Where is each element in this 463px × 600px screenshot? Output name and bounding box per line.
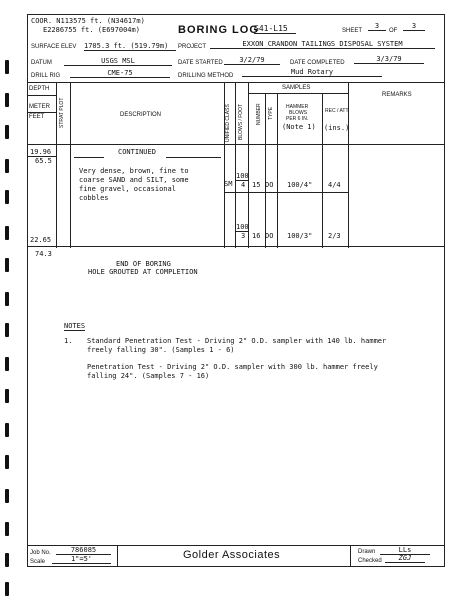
meter-feet-rule <box>27 112 56 113</box>
drill-rig-label: DRILL RIG <box>31 73 61 79</box>
col-divider-type <box>277 93 278 248</box>
binder-hole-13 <box>5 455 9 469</box>
binder-hole-6 <box>5 226 9 240</box>
sample-15-bottom-rule <box>224 192 348 193</box>
hammer-header-2: BLOWS <box>289 110 308 116</box>
depth-header-rule <box>27 95 56 96</box>
number-header: NUMBER <box>256 103 262 125</box>
binder-hole-9 <box>5 323 9 337</box>
uscs-symbol: SM <box>224 180 233 188</box>
binder-hole-12 <box>5 423 9 437</box>
sample-16-hammer: 100/3" <box>287 232 313 240</box>
rec-ins-header: (ins.) <box>324 124 350 132</box>
sample-16-blows-sub: 3 <box>241 232 246 240</box>
note-2-line-1: Penetration Test - Driving 2" O.D. sampler with 300 lb. hammer freely <box>87 363 378 371</box>
sheet-number: 3 <box>368 22 386 31</box>
drilling-method-label: DRILLING METHOD <box>178 73 234 79</box>
date-started-label: DATE STARTED <box>178 60 223 66</box>
unified-class-header: UNIFIED CLASS <box>225 104 231 142</box>
sample-16-recovery: 2/3 <box>328 232 341 240</box>
description-line-2: coarse SAND and SILT, some <box>79 176 189 184</box>
binder-hole-16 <box>5 553 9 567</box>
notes-heading: NOTES <box>64 322 86 330</box>
depth-meter-bottom: 22.65 <box>30 236 52 244</box>
continued-dash-right <box>166 157 221 158</box>
drilling-method: Mud Rotary <box>242 68 382 77</box>
samples-header-rule <box>248 93 348 94</box>
depth-feet-bottom: 74.3 <box>35 250 52 258</box>
boring-id: G41-L15 <box>254 24 296 34</box>
date-completed-label: DATE COMPLETED <box>290 60 345 66</box>
hammer-header-1: HAMMER <box>286 104 309 110</box>
binder-hole-5 <box>5 190 9 204</box>
drawn-label: Drawn <box>358 549 376 555</box>
sample-15-type: DO <box>265 181 274 189</box>
binder-hole-2 <box>5 93 9 107</box>
col-divider-number <box>265 93 266 248</box>
coord-north: COOR. N113575 ft. (N34617m) <box>31 17 145 25</box>
description-header: DESCRIPTION <box>120 112 162 118</box>
strat-plot-header: STRAT PLOT <box>59 97 65 128</box>
end-of-boring-rule <box>27 246 445 247</box>
column-header-rule <box>27 144 445 145</box>
col-divider-strat <box>70 82 71 248</box>
end-of-boring: END OF BORING <box>116 260 171 268</box>
datum-label: DATUM <box>31 60 52 66</box>
drill-rig: CME-75 <box>70 69 170 78</box>
binder-hole-7 <box>5 258 9 272</box>
hammer-header-3: PER 6 IN. <box>286 116 309 122</box>
sample-15-blows: 100 <box>236 172 249 180</box>
sample-15-blows-sub: 4 <box>241 181 246 189</box>
hammer-note: (Note 1) <box>282 123 316 131</box>
note-1-line-2: freely falling 30". (Samples 1 - 6) <box>87 346 235 354</box>
depth-feet-top: 65.5 <box>35 157 52 165</box>
date-started: 3/2/79 <box>224 56 280 65</box>
scale: 1"=5' <box>52 555 111 564</box>
sample-15-recovery: 4/4 <box>328 181 341 189</box>
job-number: 786085 <box>56 546 111 555</box>
depth-meter-top: 19.96 <box>30 148 52 156</box>
note-2-line-2: falling 24". (Samples 7 - 16) <box>87 372 210 380</box>
scale-label: Scale <box>30 559 46 565</box>
samples-header: SAMPLES <box>282 85 311 91</box>
sample-16-number: 16 <box>252 232 261 240</box>
coord-east: E2286755 ft. (E697004m) <box>43 26 140 34</box>
binder-hole-17 <box>5 582 9 596</box>
continued-dash-left <box>74 157 104 158</box>
note-1-number: 1. <box>64 337 73 345</box>
blows-foot-header: BLOWS / FOOT <box>238 103 244 140</box>
meter-header: METER <box>29 104 50 110</box>
surface-elev-label: SURFACE ELEV <box>31 44 77 50</box>
description-line-3: fine gravel, occasional <box>79 185 176 193</box>
binder-hole-8 <box>5 292 9 306</box>
type-header: TYPE <box>268 106 274 120</box>
company-name: Golder Associates <box>183 549 281 561</box>
hole-grouted: HOLE GROUTED AT COMPLETION <box>88 268 198 276</box>
col-divider-rec <box>348 82 349 248</box>
date-completed: 3/3/79 <box>354 55 424 64</box>
sheet-label: SHEET <box>342 28 363 34</box>
binder-hole-1 <box>5 60 9 74</box>
job-label: Job No. <box>30 550 51 556</box>
description-line-1: Very dense, brown, fine to <box>79 167 189 175</box>
project-label: PROJECT <box>178 44 207 50</box>
binder-hole-14 <box>5 489 9 503</box>
depth-header: DEPTH <box>29 86 50 92</box>
feet-header: FEET <box>29 114 45 120</box>
sample-15-number: 15 <box>252 181 261 189</box>
binder-hole-10 <box>5 357 9 371</box>
col-divider-hammer <box>322 93 323 248</box>
col-divider-depth <box>56 82 57 248</box>
checked-label: Checked <box>358 558 382 564</box>
table-top-rule <box>27 82 445 83</box>
sample-16-type: DO <box>265 232 274 240</box>
surface-elev: 1705.3 ft. (519.79m) <box>84 42 176 51</box>
project-name: EXXON CRANDON TAILINGS DISPOSAL SYSTEM <box>210 40 435 49</box>
of-label: OF <box>389 28 398 34</box>
sample-16-blows: 100 <box>236 223 249 231</box>
sample-15-hammer: 100/4" <box>287 181 313 189</box>
binder-hole-15 <box>5 522 9 536</box>
remarks-header: REMARKS <box>382 92 412 98</box>
log-title: BORING LOG <box>178 24 259 36</box>
footer-divider-right <box>350 545 351 567</box>
drawn-initials: LLs <box>380 546 430 555</box>
description-line-4: cobbles <box>79 194 109 202</box>
sheet-total: 3 <box>403 22 425 31</box>
continued-label: CONTINUED <box>118 148 156 156</box>
binder-hole-4 <box>5 159 9 173</box>
binder-hole-11 <box>5 389 9 403</box>
rec-att-header: REC / ATT <box>325 108 349 114</box>
checked-initials: ZGJ <box>385 554 425 563</box>
binder-hole-3 <box>5 125 9 139</box>
datum: USGS MSL <box>64 57 172 66</box>
footer-divider-left <box>117 545 118 567</box>
note-1-line-1: Standard Penetration Test - Driving 2" O.D. sampler with 140 lb. hammer <box>87 337 387 345</box>
